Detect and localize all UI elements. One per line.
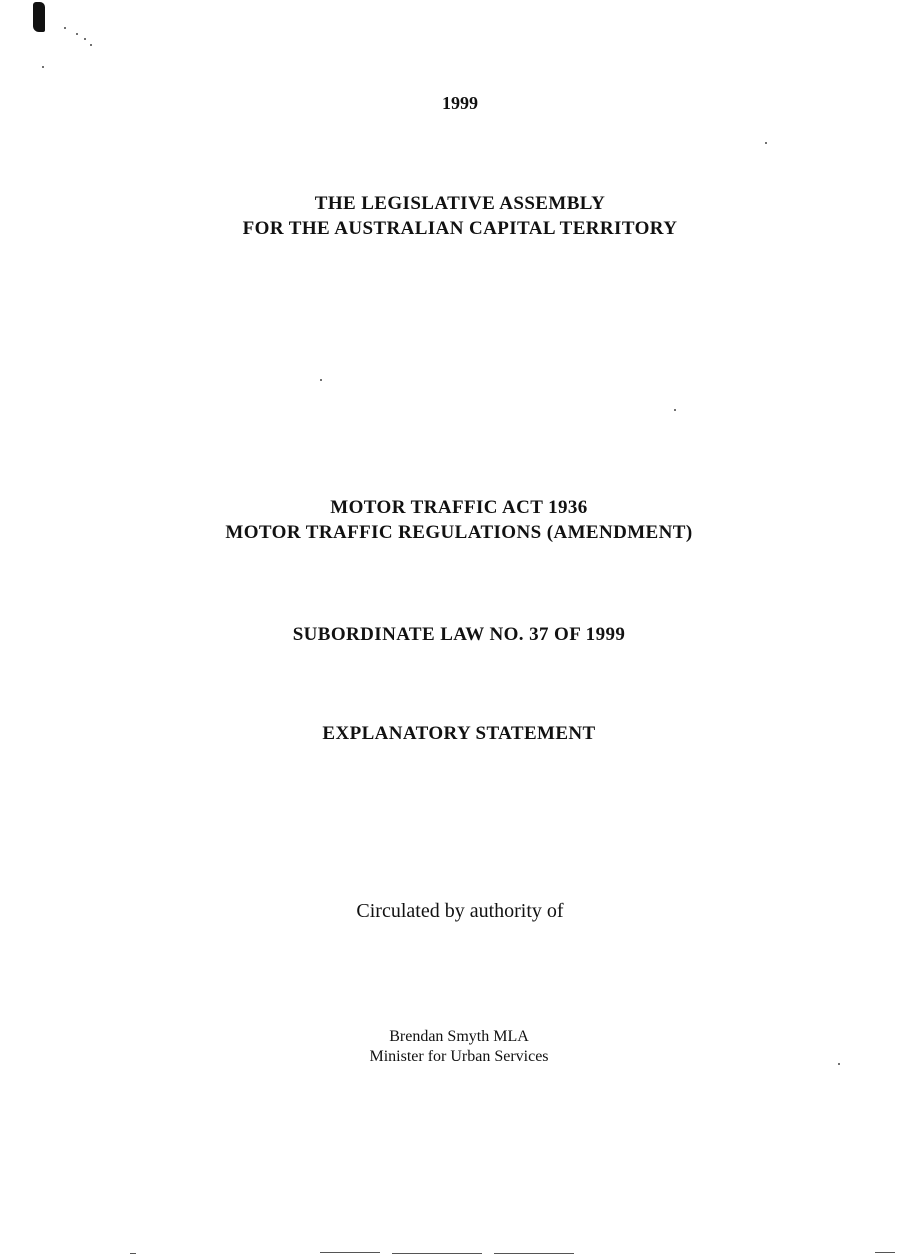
scan-speck (42, 66, 44, 68)
scan-speck (76, 33, 78, 35)
scan-edge-dash (320, 1252, 380, 1253)
minister-title: Minister for Urban Services (369, 1048, 549, 1065)
scan-edge-dash (875, 1252, 895, 1253)
minister-name: Brendan Smyth MLA (389, 1028, 529, 1045)
scan-speck (674, 409, 676, 411)
act-title-line-2: MOTOR TRAFFIC REGULATIONS (AMENDMENT) (225, 522, 693, 543)
subordinate-law-heading: SUBORDINATE LAW NO. 37 OF 1999 (292, 624, 626, 645)
document-year: 1999 (442, 93, 478, 113)
assembly-title-line-2: FOR THE AUSTRALIAN CAPITAL TERRITORY (242, 218, 678, 239)
circulated-by-text: Circulated by authority of (356, 900, 564, 922)
scan-speck (765, 142, 767, 144)
scan-speck (64, 27, 66, 29)
statement-heading: EXPLANATORY STATEMENT (322, 723, 596, 744)
scan-speck (84, 38, 86, 40)
scan-mark (33, 2, 45, 32)
scan-speck (320, 379, 322, 381)
scan-speck (90, 44, 92, 46)
act-title-line-1: MOTOR TRAFFIC ACT 1936 (330, 497, 588, 518)
scan-edge-dash (392, 1253, 482, 1254)
assembly-title-line-1: THE LEGISLATIVE ASSEMBLY (314, 193, 606, 214)
scan-edge-dash (494, 1253, 574, 1254)
scan-edge-dash (130, 1253, 136, 1254)
